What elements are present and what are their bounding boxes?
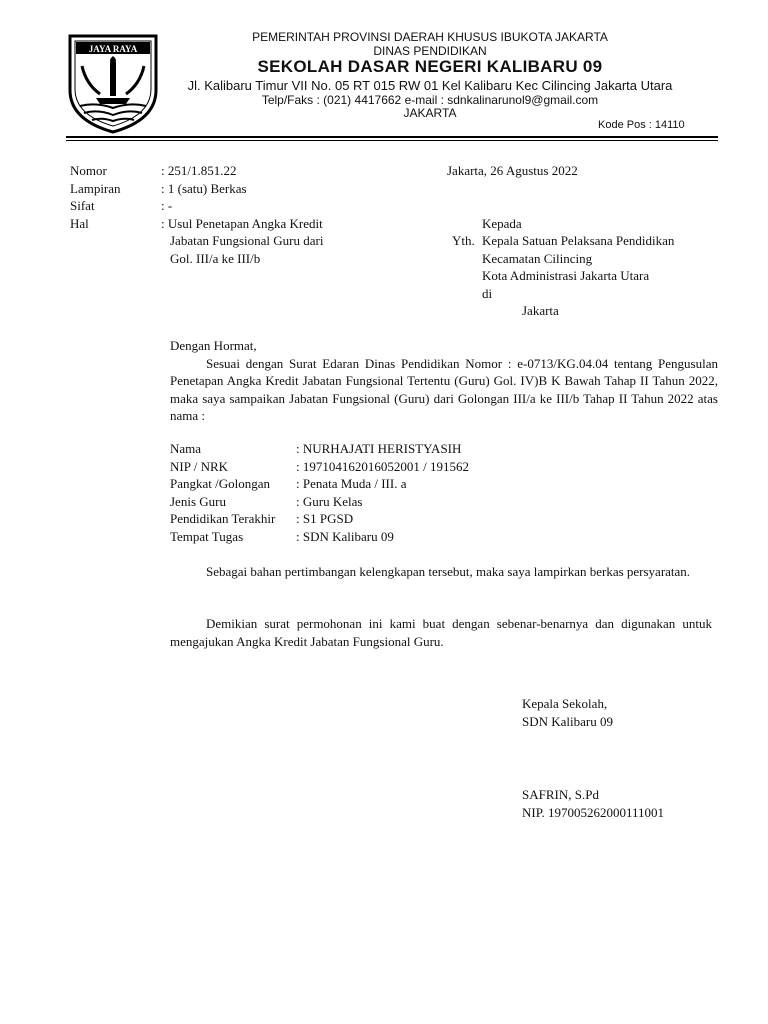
header-government-line: PEMERINTAH PROVINSI DAERAH KHUSUS IBUKOTA JAKARTA bbox=[252, 30, 608, 44]
logo-motto-text: JAYA RAYA bbox=[88, 44, 138, 54]
identity-value-pangkat: : Penata Muda / III. a bbox=[296, 476, 407, 491]
recipient-line-1: Kepala Satuan Pelaksana Pendidikan bbox=[482, 233, 675, 248]
identity-label-pangkat: Pangkat /Golongan bbox=[170, 476, 271, 491]
identity-value-jenis-guru: : Guru Kelas bbox=[296, 493, 363, 509]
header-department-line: DINAS PENDIDIKAN bbox=[373, 44, 487, 58]
identity-label-pendidikan: Pendidikan Terakhir bbox=[170, 511, 276, 526]
signature-org: SDN Kalibaru 09 bbox=[522, 713, 613, 729]
body-paragraph-1: Sesuai dengan Surat Edaran Dinas Pendidikan Nomor : e-0713/KG.04.04 tentang Pengusulan Penetapan Angka Kredit Jabatan Fungsional Tertentu (Guru) Gol. IV)B K Bawah Tahap II Tahun 2022, maka saya sampaikan Jabatan Fungsional (Guru) dari Golongan III/a ke III/b Tahap II Tahun 2022 atas nama : bbox=[170, 355, 718, 423]
letter-date: Jakarta, 26 Agustus 2022 bbox=[447, 163, 578, 178]
header-divider-thin bbox=[66, 140, 718, 141]
body-paragraph-3: Demikian surat permohonan ini kami buat dengan sebenar-benarnya dan digunakan untuk mengajukan Angka Kredit Jabatan Fungsional Guru. bbox=[170, 616, 712, 649]
meta-value-lampiran: : 1 (satu) Berkas bbox=[161, 180, 247, 196]
meta-label-nomor: Nomor bbox=[70, 163, 107, 178]
identity-label-nip: NIP / NRK bbox=[170, 458, 229, 474]
signature-name: SAFRIN, S.Pd bbox=[522, 787, 599, 802]
meta-hal-line-3: Gol. III/a ke III/b bbox=[170, 250, 261, 266]
meta-label-hal: Hal bbox=[70, 215, 89, 231]
meta-value-nomor: : 251/1.851.22 bbox=[161, 163, 237, 178]
meta-hal-line-2: Jabatan Fungsional Guru dari bbox=[170, 233, 324, 248]
header-contact: Telp/Faks : (021) 4417662 e-mail : sdnkalinarunol9@gmail.com bbox=[261, 93, 599, 107]
header-school-name: SEKOLAH DASAR NEGERI KALIBARU 09 bbox=[257, 57, 603, 76]
identity-value-nama: : NURHAJATI HERISTYASIH bbox=[296, 441, 462, 456]
identity-label-nama: Nama bbox=[170, 441, 202, 456]
recipient-place: Jakarta bbox=[522, 303, 559, 318]
recipient-yth: Yth. bbox=[452, 233, 475, 248]
identity-value-nip: : 197104162016052001 / 191562 bbox=[296, 458, 469, 474]
meta-label-sifat: Sifat bbox=[70, 198, 95, 213]
meta-label-lampiran: Lampiran bbox=[70, 180, 121, 196]
identity-label-tempat-tugas: Tempat Tugas bbox=[170, 528, 244, 544]
greeting: Dengan Hormat, bbox=[170, 338, 257, 353]
header-city: JAKARTA bbox=[403, 106, 457, 120]
identity-label-jenis-guru: Jenis Guru bbox=[170, 493, 226, 509]
identity-value-tempat-tugas: : SDN Kalibaru 09 bbox=[296, 528, 394, 544]
recipient-line-4: di bbox=[482, 285, 493, 301]
signature-title: Kepala Sekolah, bbox=[522, 696, 608, 711]
header-address: Jl. Kalibaru Timur VII No. 05 RT 015 RW 01 Kel Kalibaru Kec Cilincing Jakarta Utara bbox=[187, 78, 673, 93]
meta-value-sifat: : - bbox=[161, 198, 173, 213]
header-postal-code: Kode Pos : 14110 bbox=[598, 119, 685, 131]
recipient-line-3: Kota Administrasi Jakarta Utara bbox=[482, 268, 650, 283]
jakarta-emblem-logo bbox=[66, 32, 160, 134]
header-divider-thick bbox=[66, 136, 718, 138]
recipient-kepada: Kepada bbox=[482, 215, 522, 231]
identity-value-pendidikan: : S1 PGSD bbox=[296, 511, 354, 526]
recipient-line-2: Kecamatan Cilincing bbox=[482, 250, 593, 266]
signature-nip: NIP. 197005262000111001 bbox=[522, 804, 665, 820]
meta-value-hal: : Usul Penetapan Angka Kredit bbox=[161, 215, 323, 231]
body-paragraph-2: Sebagai bahan pertimbangan kelengkapan tersebut, maka saya lampirkan berkas persyaratan. bbox=[206, 564, 691, 579]
